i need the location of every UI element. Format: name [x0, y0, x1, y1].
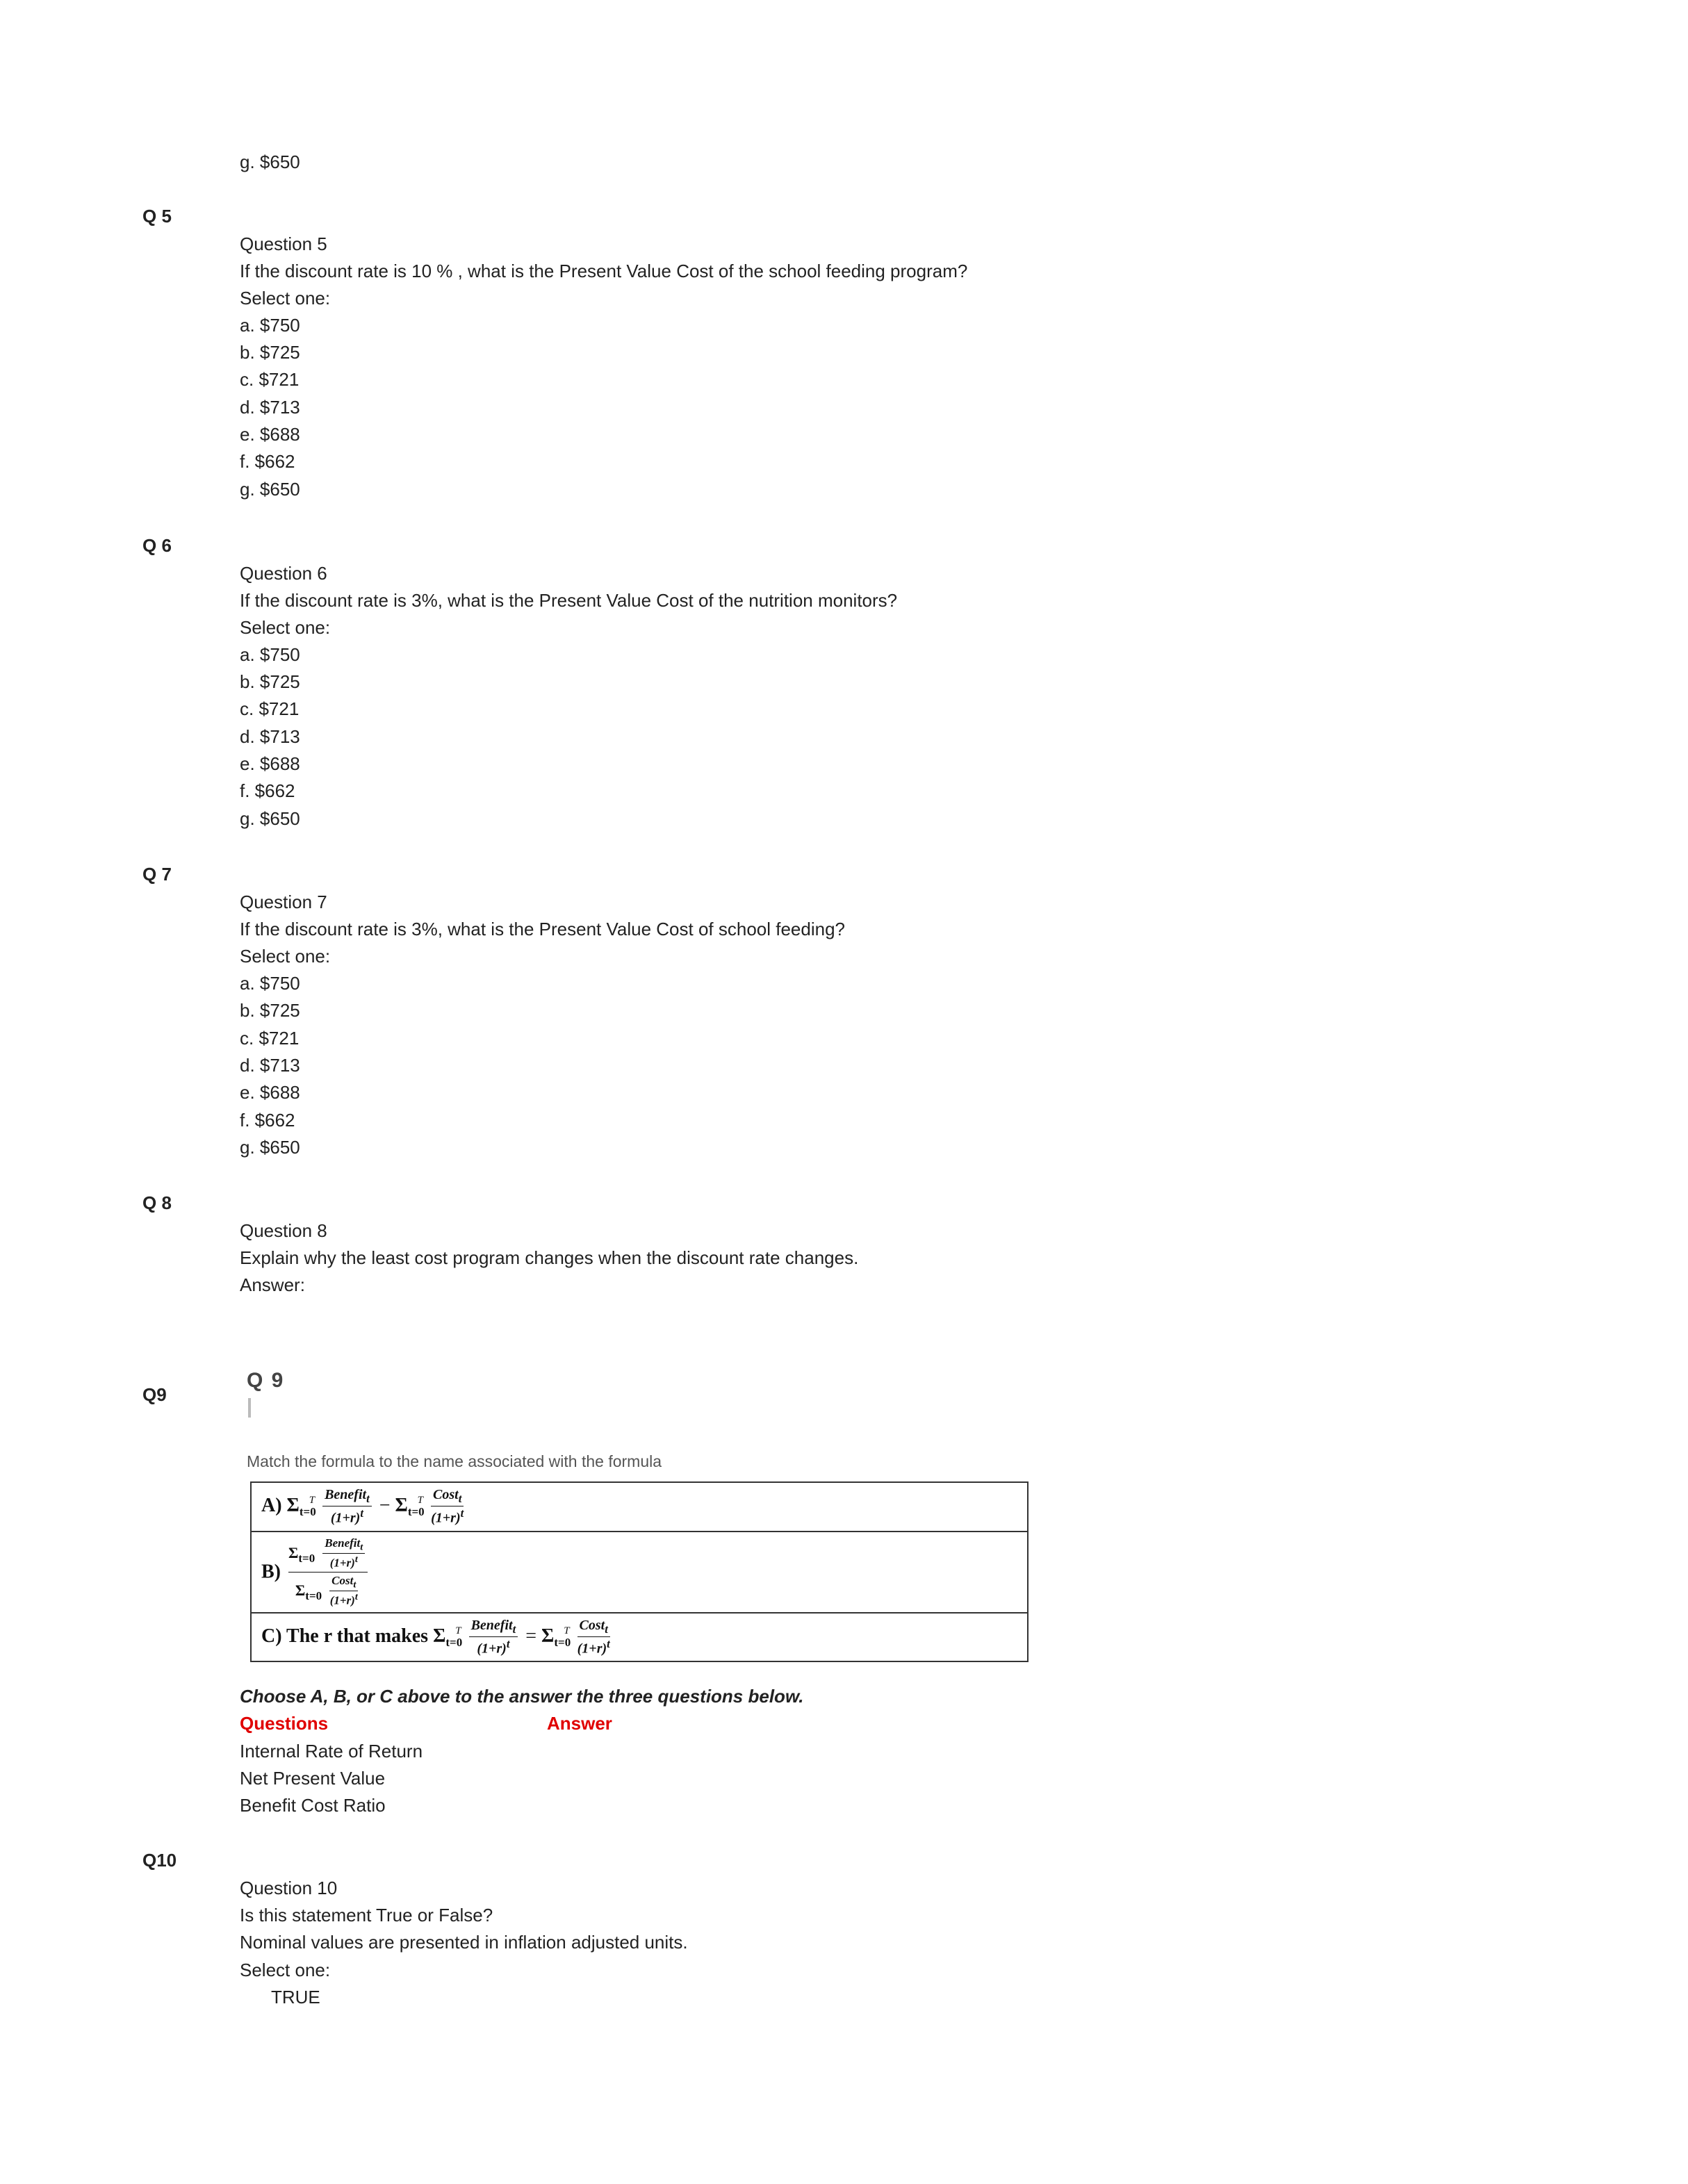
q5-option-c[interactable]: c. $721	[240, 369, 300, 390]
q6-option-f[interactable]: f. $662	[240, 780, 295, 801]
q9-instruction: Match the formula to the name associated with the formula	[247, 1452, 662, 1470]
sum-sub: t=0	[445, 1635, 463, 1649]
t-sub: t	[360, 1541, 363, 1553]
q6-option-e[interactable]: e. $688	[240, 753, 300, 774]
text-cursor	[248, 1398, 251, 1418]
q7-prompt: If the discount rate is 3%, what is the Present Value Cost of school feeding?	[240, 919, 846, 939]
q7-option-d[interactable]: d. $713	[240, 1055, 300, 1076]
benefit-text: Benefit	[470, 1617, 513, 1633]
q8-answer-label: Answer:	[240, 1274, 305, 1295]
den-text: (1+r)	[431, 1510, 461, 1526]
den-sup: t	[607, 1636, 610, 1650]
benefit-fraction	[322, 1536, 365, 1570]
formula-c-label: C) The r that makes	[261, 1625, 429, 1647]
questions-header: Questions	[240, 1713, 329, 1734]
q8-title: Question 8	[240, 1220, 327, 1241]
q8-prompt: Explain why the least cost program changes when the discount rate changes.	[240, 1247, 859, 1268]
sum-icon: Σ	[288, 1543, 299, 1561]
q9-label: Q9	[142, 1384, 167, 1405]
den-sup: t	[354, 1591, 358, 1603]
equals-sign: =	[525, 1625, 537, 1647]
den-sup: t	[354, 1554, 358, 1566]
q10-statement: Nominal values are presented in inflation adjusted units.	[240, 1932, 688, 1953]
q10-label: Q10	[142, 1850, 177, 1871]
sum-icon: Σ	[286, 1494, 300, 1516]
q6-option-a[interactable]: a. $750	[240, 644, 300, 665]
q5-option-a[interactable]: a. $750	[240, 315, 300, 336]
sum-sup: T	[455, 1625, 461, 1636]
sum-sub: t=0	[305, 1588, 322, 1602]
q8-label: Q 8	[142, 1192, 172, 1213]
q10-prompt: Is this statement True or False?	[240, 1905, 493, 1926]
formula-a-label: A)	[261, 1494, 282, 1516]
formula-b[interactable]	[251, 1532, 1028, 1613]
sum-icon: Σ	[541, 1625, 555, 1647]
q9-item-npv: Net Present Value	[240, 1768, 386, 1789]
den-text: (1+r)	[577, 1641, 607, 1657]
formula-table	[250, 1481, 1029, 1662]
q6-option-b[interactable]: b. $725	[240, 671, 300, 692]
benefit-text: Benefit	[325, 1487, 367, 1502]
sum-icon: Σ	[395, 1494, 408, 1516]
q6-label: Q 6	[142, 535, 172, 556]
den-sup: t	[460, 1506, 464, 1520]
q7-option-b[interactable]: b. $725	[240, 1000, 300, 1021]
t-sub: t	[512, 1622, 516, 1636]
ratio-fraction	[288, 1536, 368, 1608]
q5-label: Q 5	[142, 206, 172, 227]
q5-option-g[interactable]: g. $650	[240, 479, 300, 500]
q10-option-true[interactable]: TRUE	[271, 1987, 320, 2008]
q7-option-f[interactable]: f. $662	[240, 1110, 295, 1131]
sum-sup: T	[309, 1494, 316, 1506]
q7-label: Q 7	[142, 864, 172, 885]
t-sub: t	[366, 1492, 370, 1505]
q9-choose-instruction: Choose A, B, or C above to the answer the three questions below.	[240, 1686, 804, 1707]
q6-option-c[interactable]: c. $721	[240, 698, 300, 719]
cost-text: Cost	[331, 1573, 354, 1587]
sum-sub: t=0	[407, 1504, 425, 1518]
benefit-text: Benefit	[325, 1536, 361, 1550]
formula-c[interactable]	[251, 1613, 1028, 1662]
sum-sub: t=0	[554, 1635, 571, 1649]
formula-a[interactable]	[251, 1482, 1028, 1532]
sum-icon: Σ	[295, 1581, 306, 1599]
sum-sup: T	[417, 1494, 424, 1506]
q5-option-e[interactable]: e. $688	[240, 424, 300, 445]
q6-option-d[interactable]: d. $713	[240, 726, 300, 747]
den-text: (1+r)	[329, 1593, 355, 1607]
q6-select: Select one:	[240, 617, 331, 638]
q9-item-irr: Internal Rate of Return	[240, 1741, 423, 1762]
q7-title: Question 7	[240, 892, 327, 912]
q10-select: Select one:	[240, 1960, 331, 1980]
q7-option-e[interactable]: e. $688	[240, 1082, 300, 1103]
formula-b-label: B)	[261, 1561, 281, 1583]
q9-heading: Q 9	[247, 1369, 285, 1392]
t-sub: t	[458, 1492, 462, 1505]
q6-option-g[interactable]: g. $650	[240, 808, 300, 829]
den-text: (1+r)	[477, 1641, 507, 1657]
q5-title: Question 5	[240, 233, 327, 254]
q5-option-f[interactable]: f. $662	[240, 451, 295, 472]
q5-option-b[interactable]: b. $725	[240, 342, 300, 363]
sum-icon: Σ	[433, 1625, 446, 1647]
q10-title: Question 10	[240, 1878, 338, 1898]
den-sup: t	[506, 1636, 510, 1650]
q7-option-g[interactable]: g. $650	[240, 1137, 300, 1158]
cost-fraction	[577, 1618, 610, 1657]
benefit-fraction	[469, 1618, 518, 1657]
answer-header: Answer	[547, 1713, 612, 1734]
cost-text: Cost	[579, 1617, 605, 1633]
q5-prompt: If the discount rate is 10 % , what is the Present Value Cost of the school feeding program?	[240, 261, 968, 281]
benefit-fraction	[322, 1487, 372, 1527]
q7-select: Select one:	[240, 946, 331, 967]
t-sub: t	[605, 1622, 608, 1636]
t-sub: t	[353, 1579, 357, 1591]
sum-sub: t=0	[299, 1504, 316, 1518]
den-text: (1+r)	[330, 1510, 361, 1526]
q9-item-bcr: Benefit Cost Ratio	[240, 1795, 386, 1816]
q6-prompt: If the discount rate is 3%, what is the Present Value Cost of the nutrition monitors?	[240, 590, 898, 611]
cost-fraction	[329, 1574, 358, 1608]
q5-option-d[interactable]: d. $713	[240, 397, 300, 418]
cost-fraction	[431, 1487, 464, 1527]
q6-title: Question 6	[240, 563, 327, 584]
q5-select: Select one:	[240, 288, 331, 309]
minus-sign: −	[379, 1494, 391, 1516]
den-sup: t	[360, 1506, 363, 1520]
q7-option-c[interactable]: c. $721	[240, 1028, 300, 1049]
q7-option-a[interactable]: a. $750	[240, 973, 300, 994]
prev-option-g: g. $650	[240, 151, 300, 172]
sum-sub: t=0	[298, 1551, 316, 1565]
den-text: (1+r)	[329, 1556, 355, 1570]
sum-sup: T	[564, 1625, 570, 1636]
cost-text: Cost	[433, 1487, 459, 1502]
